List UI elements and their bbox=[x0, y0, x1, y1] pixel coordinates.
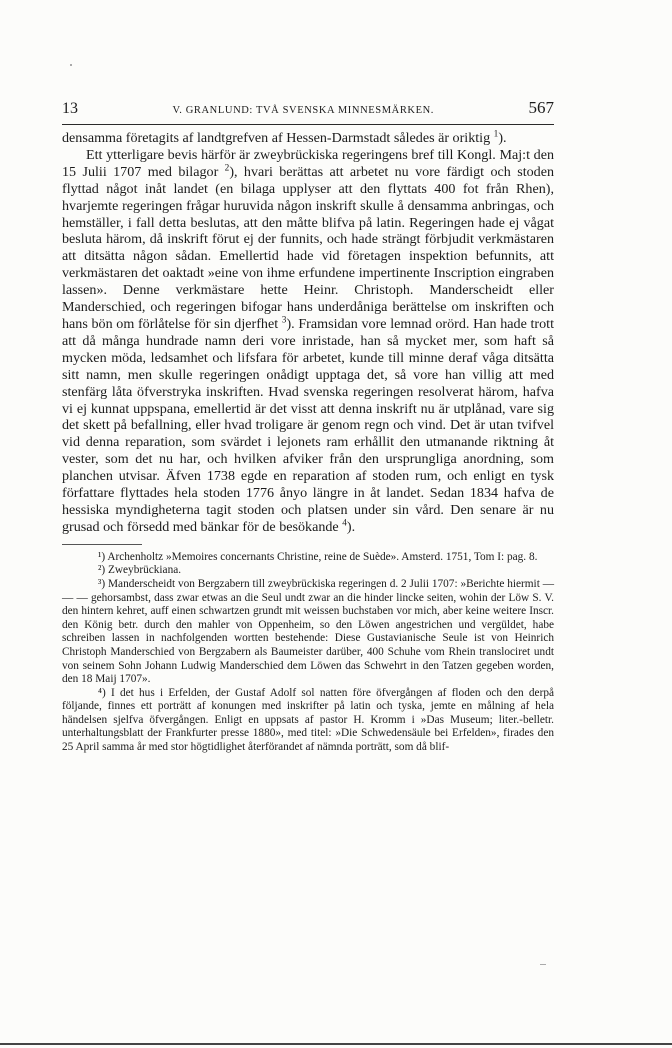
main-text bbox=[62, 130, 554, 536]
footnote-ref-1: 1 bbox=[493, 129, 499, 140]
footnotes bbox=[62, 551, 554, 755]
scan-speck-right bbox=[540, 964, 546, 965]
paragraph-1: densamma företagits af landtgrefven af Hessen-Darmstadt således är oriktig $^1$). bbox=[62, 129, 507, 146]
footnote-1: ¹) Archenholtz »Memoires concernants Christine, reine de Suède». Amsterd. 1751, Tom I: pag. 8. bbox=[98, 550, 538, 563]
footnote-2: ²) Zweybrückiana. bbox=[98, 564, 182, 577]
book-page bbox=[62, 98, 554, 755]
footnote-divider bbox=[62, 544, 142, 545]
footnote-4: ⁴) I det hus i Erfelden, der Gustaf Adolf sol natten före öfvergången af floden och den derpå följande, finnes ett porträtt af konungen med inskrifter på latin och tyska, jemte en målning af hela händelsen sjelfva öfvergången. Enligt en uppsats af pastor H. Kromm i »Das Museum; liter.-belletr. unterhaltungsblatt der Frankfurter presse 1880», med titel: »Die Schwedensäule bei Erfelden», firades den 25 April samma år med stor högtidlighet återförandet af nämnda porträtt, som då blif- bbox=[62, 686, 554, 754]
scan-speck-top bbox=[70, 64, 72, 66]
scan-edge-line bbox=[0, 1043, 672, 1045]
running-header bbox=[62, 98, 554, 125]
running-title: V. GRANLUND: TVÅ SVENSKA MINNESMÄRKEN. bbox=[172, 105, 435, 116]
footnote-ref-4: 4 bbox=[342, 518, 347, 529]
footnote-ref-3: 3 bbox=[281, 315, 287, 326]
footnote-3: ³) Manderscheidt von Bergzabern till zweybrückiska regeringen d. 2 Julii 1707: »Berichte hiermit — — — gehorsambst, dass zwar etwas an die Seul undt zwar an die hinder lincke seiten, wohin der Löw S. V. den hintern kehret, auff einen schwartzen grundt mit weissen buchstaben vor mich, aber keine weitere Inscr. den König betr. durch den mahler von Oppenheim, so den Löwen angestrichen und vergüldet, habe schreiben lassen in nachfolgenden wortten bestehende: Diese Gustavianische Seule ist von Heinrich Christoph Manderschied von Bergzabern als Baumeister darüber, 400 Schuhe vom Rhein translociret undt von seinem Sohn Johann Ludwig Manderschied dem Löwen das Schwehrt in den Tatzen gegeben worden, den 18 Maij 1707». bbox=[62, 577, 554, 686]
footnote-ref-2: 2 bbox=[224, 163, 230, 174]
page-number: 567 bbox=[528, 98, 554, 117]
paragraph-2: Ett ytterligare bevis härför är zweybrückiska regeringens bref till Kongl. Maj:t den 15 Julii 1707 med bilagor $^2$), hvari berättas att arbetet nu vore färdigt och stoden flyttad något inåt landet (en bilaga upplyser att den flyttats 400 fot från Rhen), hvarjemte regeringen frågar huruvida någon inskrift skulle å densamma anbringas, och hemställer, i fall detta beslutas, att den måtte blifva på latin. Regeringen hade ej vågat besluta härom, då inskrift förut ej der funnits, och hade strängt förbjudit verkmästaren att ditsätta någon sådan. Emellertid hade vid företagen inspektion befunnits, att verkmästaren det oaktadt »eine von ihme erfundene impertinente Inscription eingraben lassen». Denne verkmästare hette Heinr. Christoph. Manderscheidt eller Manderschied, och regeringen bifogar hans underdåniga berättelse om inskriften och hans bön om förlåtelse för sin djerfhet $^3$). Framsidan vore lemnad orörd. Han hade trott att då många hundrade namn deri vore inristade, han så mycket mer, som haft så mycken möda, ledsamhet och lifsfara för arbetet, kunde till minne deraf våga ditsätta sitt namn, men skulle regeringen onådigt upptaga det, så vore han villig att med stenfärg låta öfverstryka inskriften. Hvad svenska regeringen resolverat härom, hafva vi ej kunnat uppspana, emellertid är det visst att denna inskrift nu är utplånad, vare sig det skett på befallning, eller hvad troligare är genom regn och vind. Det är utan tvifvel vid denna reparation, som svärdet i lejonets ram erhållit den utmanande riktning åt vester, som det nu har, och hvilken afviker från den ursprungliga anordning, som planchen utvisar. Äfven 1738 egde en reparation af stoden rum, och enligt en tysk författare flyttades hela stoden 1776 ånyo längre in åt landet. Sedan 1834 hafva de hessiska myndigheterna tagit stoden och platsen under sin vård. Den senare är nu grusad och försedd med bänkar för de besökande $^4$). bbox=[62, 146, 554, 535]
section-number: 13 bbox=[62, 100, 78, 117]
